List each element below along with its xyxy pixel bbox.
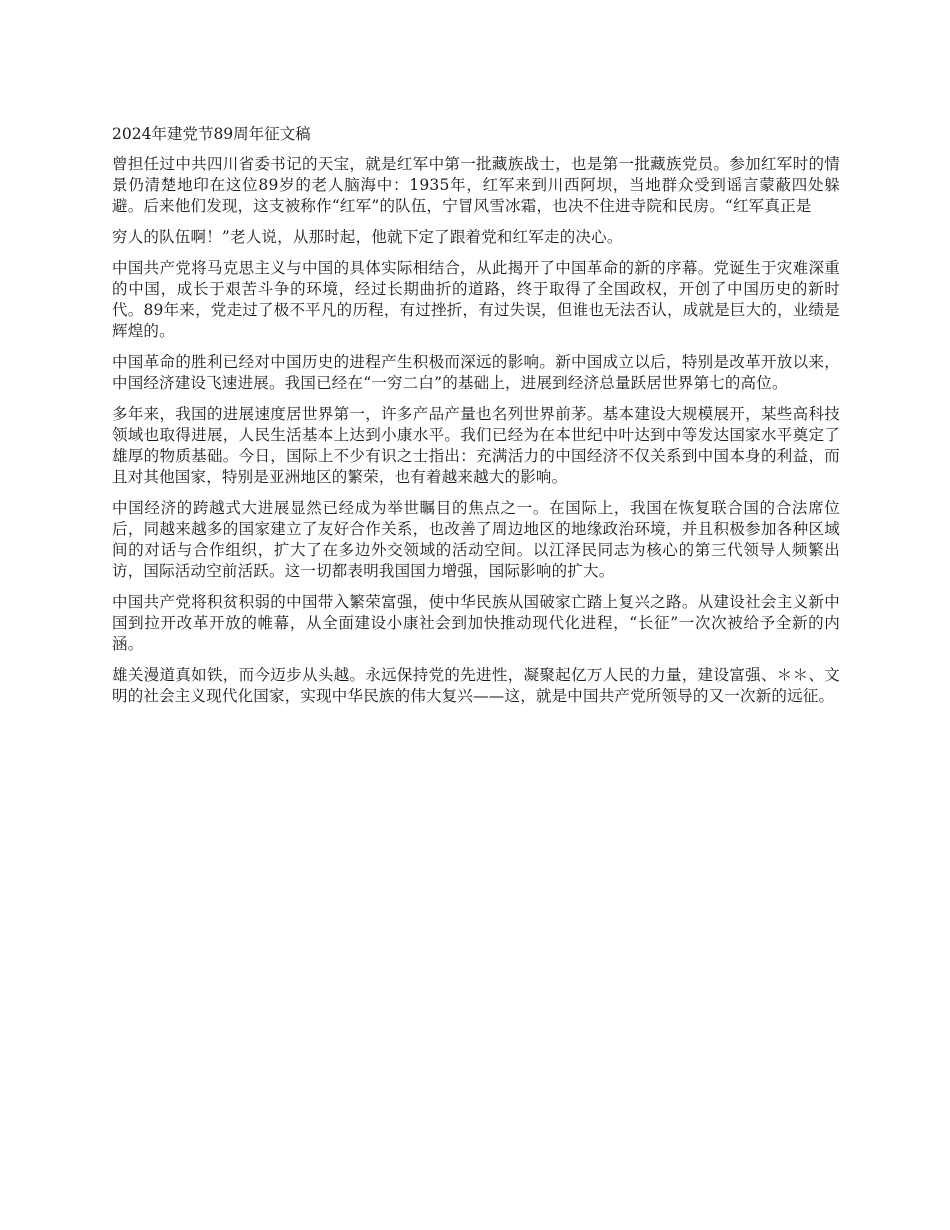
paragraph-8: 雄关漫道真如铁，而今迈步从头越。永远保持党的先进性，凝聚起亿万人民的力量，建设富强、＊＊、文明的社会主义现代化国家，实现中华民族的伟大复兴——这，就是中国共产党所领导的又一次新的远征。 (112, 666, 840, 705)
paragraph-3: 中国共产党将马克思主义与中国的具体实际相结合，从此揭开了中国革命的新的序幕。党诞生于灾难深重的中国，成长于艰苦斗争的环境，经过长期曲折的道路，终于取得了全国政权，开创了中国历史的新时代。89年来，党走过了极不平凡的历程，有过挫折，有过失误，但谁也无法否认，成就是巨大的，业绩是辉煌的。 (112, 259, 840, 340)
paragraph-2: 穷人的队伍啊！”老人说，从那时起，他就下定了跟着党和红军走的决心。 (112, 228, 623, 246)
paragraph-7: 中国共产党将积贫积弱的中国带入繁荣富强，使中华民族从国破家亡踏上复兴之路。从建设社会主义新中国到拉开改革开放的帷幕，从全面建设小康社会到加快推动现代化进程，“长征”一次次被给予全新的内涵。 (112, 593, 840, 653)
paragraph-4: 中国革命的胜利已经对中国历史的进程产生积极而深远的影响。新中国成立以后，特别是改革开放以来，中国经济建设飞速进展。我国已经在“一穷二白”的基础上，进展到经济总量跃居世界第七的高位。 (112, 353, 840, 392)
document-page (112, 124, 840, 717)
paragraph-5: 多年来，我国的进展速度居世界第一，许多产品产量也名列世界前茅。基本建设大规模展开，某些高科技领域也取得进展，人民生活基本上达到小康水平。我们已经为在本世纪中叶达到中等发达国家水平奠定了雄厚的物质基础。今日，国际上不少有识之士指出：充满活力的中国经济不仅关系到中国本身的利益，而且对其他国家，特别是亚洲地区的繁荣，也有着越来越大的影响。 (112, 405, 840, 486)
paragraph-6: 中国经济的跨越式大进展显然已经成为举世瞩目的焦点之一。在国际上，我国在恢复联合国的合法席位后，同越来越多的国家建立了友好合作关系，也改善了周边地区的地缘政治环境，并且积极参加各种区域间的对话与合作组织，扩大了在多边外交领域的活动空间。以江泽民同志为核心的第三代领导人频繁出访，国际活动空前活跃。这一切都表明我国国力增强，国际影响的扩大。 (112, 499, 840, 580)
paragraph-1: 曾担任过中共四川省委书记的天宝，就是红军中第一批藏族战士，也是第一批藏族党员。参加红军时的情景仍清楚地印在这位89岁的老人脑海中：1935年，红军来到川西阿坝，当地群众受到谣言蒙蔽四处躲避。后来他们发现，这支被称作“红军”的队伍，宁冒风雪冰霜，也决不住进寺院和民房。“红军真正是 (112, 155, 840, 215)
document-title: 2024年建党节89周年征文稿 (112, 125, 311, 143)
